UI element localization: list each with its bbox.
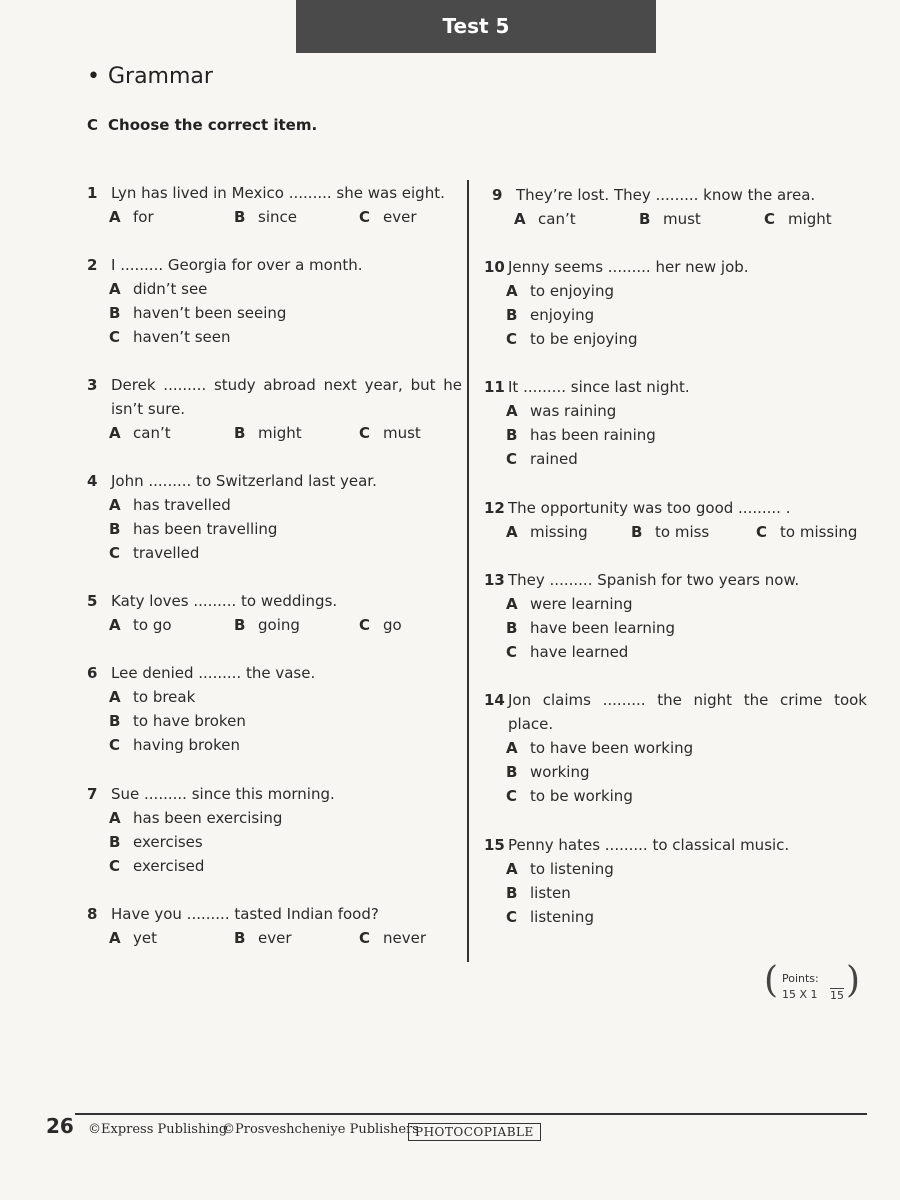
- option-letter: B: [639, 210, 651, 228]
- option-letter: C: [506, 330, 518, 348]
- question-7: [87, 782, 462, 878]
- option-letter: A: [506, 595, 518, 613]
- question-number: 14: [484, 691, 505, 709]
- option-text: to have broken: [133, 712, 246, 730]
- question-number: 3: [87, 376, 98, 394]
- option-a[interactable]: [484, 399, 867, 423]
- option-text: to listening: [530, 860, 614, 878]
- option-text: have learned: [530, 643, 629, 661]
- option-text: was raining: [530, 402, 617, 420]
- option-letter: A: [109, 280, 121, 298]
- publisher-credit-1: ©Express Publishing: [88, 1122, 228, 1137]
- option-letter: A: [506, 860, 518, 878]
- option-c[interactable]: [484, 905, 867, 929]
- option-b[interactable]: [234, 926, 292, 950]
- option-letter: B: [234, 208, 246, 226]
- question-11: [484, 375, 867, 471]
- option-text: to enjoying: [530, 282, 614, 300]
- option-letter: C: [506, 787, 518, 805]
- option-text: didn’t see: [133, 280, 208, 298]
- option-text: for: [133, 208, 154, 226]
- test-title-banner: [296, 0, 656, 53]
- option-a[interactable]: [87, 685, 462, 709]
- option-letter: B: [109, 712, 121, 730]
- option-letter: C: [359, 929, 371, 947]
- option-text: having broken: [133, 736, 240, 754]
- option-letter: C: [756, 523, 768, 541]
- options-row: [492, 207, 867, 231]
- option-letter: B: [234, 929, 246, 947]
- question-number: 9: [492, 186, 503, 204]
- publisher-credit-2: ©Prosveshcheniye Publishers: [222, 1122, 419, 1137]
- option-text: must: [663, 210, 701, 228]
- option-text: has been travelling: [133, 520, 278, 538]
- option-c[interactable]: [484, 327, 867, 351]
- option-a[interactable]: [109, 421, 171, 445]
- option-a[interactable]: [109, 926, 157, 950]
- option-b[interactable]: [234, 613, 300, 637]
- option-b[interactable]: [234, 205, 297, 229]
- question-6: [87, 661, 462, 757]
- option-letter: C: [506, 450, 518, 468]
- question-number: 4: [87, 472, 98, 490]
- question-text: They’re lost. They ......... know the area.: [516, 186, 816, 204]
- option-text: were learning: [530, 595, 633, 613]
- left-bracket: (: [764, 960, 779, 1001]
- option-letter: C: [359, 616, 371, 634]
- option-letter: B: [506, 306, 518, 324]
- question-text: Jon claims ......... the night the crime took: [508, 691, 867, 709]
- question-text: I ......... Georgia for over a month.: [111, 256, 363, 274]
- question-number: 13: [484, 571, 505, 589]
- question-text: isn’t sure.: [111, 400, 186, 418]
- option-c[interactable]: [359, 205, 417, 229]
- option-letter: C: [109, 328, 121, 346]
- option-b[interactable]: [631, 520, 709, 544]
- question-text: Jenny seems ......... her new job.: [508, 258, 749, 276]
- section-heading: [87, 64, 213, 89]
- option-letter: C: [359, 208, 371, 226]
- option-a[interactable]: [484, 279, 867, 303]
- option-letter: B: [109, 520, 121, 538]
- option-letter: A: [109, 424, 121, 442]
- option-b[interactable]: [484, 303, 867, 327]
- option-letter: C: [359, 424, 371, 442]
- question-text: place.: [508, 715, 554, 733]
- option-text: yet: [133, 929, 157, 947]
- options-row: [87, 926, 462, 950]
- option-letter: C: [109, 544, 121, 562]
- options-row: [87, 613, 462, 637]
- option-c[interactable]: [359, 421, 421, 445]
- instruction-text: Choose the correct item.: [108, 116, 318, 134]
- question-text: Lee denied ......... the vase.: [111, 664, 316, 682]
- question-number: 8: [87, 905, 98, 923]
- option-text: has travelled: [133, 496, 231, 514]
- option-letter: A: [506, 282, 518, 300]
- bullet-icon: •: [87, 64, 100, 89]
- option-a[interactable]: [506, 520, 588, 544]
- option-letter: C: [764, 210, 776, 228]
- option-text: might: [788, 210, 832, 228]
- points-total: 15: [830, 989, 844, 1002]
- option-text: have been learning: [530, 619, 676, 637]
- question-number: 11: [484, 378, 505, 396]
- question-number: 15: [484, 836, 505, 854]
- option-c[interactable]: [484, 447, 867, 471]
- question-number: 5: [87, 592, 98, 610]
- option-a[interactable]: [484, 592, 867, 616]
- option-letter: A: [506, 523, 518, 541]
- points-label: Points:: [782, 972, 819, 985]
- option-letter: A: [109, 688, 121, 706]
- question-text: Lyn has lived in Mexico ......... she was eight.: [111, 184, 445, 202]
- option-text: to miss: [655, 523, 710, 541]
- option-text: haven’t been seeing: [133, 304, 287, 322]
- option-b[interactable]: [87, 830, 462, 854]
- column-divider: [467, 180, 469, 962]
- option-letter: B: [506, 619, 518, 637]
- option-text: has been exercising: [133, 809, 283, 827]
- option-text: since: [258, 208, 297, 226]
- option-text: can’t: [538, 210, 576, 228]
- option-c[interactable]: [359, 926, 426, 950]
- question-number: 2: [87, 256, 98, 274]
- footer-rule: [75, 1113, 867, 1115]
- option-letter: C: [109, 857, 121, 875]
- question-3: [87, 373, 462, 445]
- option-text: haven’t seen: [133, 328, 231, 346]
- option-letter: B: [234, 424, 246, 442]
- question-text: Sue ......... since this morning.: [111, 785, 335, 803]
- question-10: [484, 255, 867, 351]
- points-box: [764, 960, 860, 1006]
- option-c[interactable]: [87, 325, 462, 349]
- question-text: Have you ......... tasted Indian food?: [111, 905, 379, 923]
- option-text: enjoying: [530, 306, 595, 324]
- question-1: [87, 181, 462, 229]
- option-letter: A: [506, 739, 518, 757]
- option-letter: B: [506, 426, 518, 444]
- option-b[interactable]: [484, 616, 867, 640]
- option-letter: B: [234, 616, 246, 634]
- question-text: They ......... Spanish for two years now.: [508, 571, 800, 589]
- question-5: [87, 589, 462, 637]
- question-text: Katy loves ......... to weddings.: [111, 592, 338, 610]
- option-text: listen: [530, 884, 571, 902]
- option-text: go: [383, 616, 402, 634]
- option-letter: C: [109, 736, 121, 754]
- option-b[interactable]: [484, 423, 867, 447]
- question-8: [87, 902, 462, 950]
- option-a[interactable]: [87, 277, 462, 301]
- option-letter: B: [631, 523, 643, 541]
- option-c[interactable]: [87, 854, 462, 878]
- question-4: [87, 469, 462, 565]
- option-text: travelled: [133, 544, 200, 562]
- options-row: [87, 421, 462, 445]
- option-text: ever: [258, 929, 292, 947]
- option-a[interactable]: [484, 857, 867, 881]
- question-number: 12: [484, 499, 505, 517]
- option-c[interactable]: [484, 784, 867, 808]
- option-c[interactable]: [359, 613, 402, 637]
- test-title: Test 5: [442, 14, 510, 38]
- question-text: John ......... to Switzerland last year.: [111, 472, 377, 490]
- question-text: It ......... since last night.: [508, 378, 690, 396]
- question-text: Penny hates ......... to classical music.: [508, 836, 790, 854]
- option-letter: A: [109, 616, 121, 634]
- option-text: must: [383, 424, 421, 442]
- exercise-letter: C: [87, 116, 99, 134]
- question-13: [484, 568, 867, 664]
- option-text: ever: [383, 208, 417, 226]
- photocopiable-stamp: PHOTOCOPIABLE: [408, 1123, 541, 1141]
- question-15: [484, 833, 867, 929]
- option-letter: A: [514, 210, 526, 228]
- option-a[interactable]: [109, 205, 154, 229]
- options-row: [484, 520, 867, 544]
- question-9: [492, 183, 867, 231]
- section-title: Grammar: [107, 64, 213, 89]
- option-a[interactable]: [87, 806, 462, 830]
- question-text: Derek ......... study abroad next year, but he: [111, 376, 462, 394]
- question-number: 10: [484, 258, 505, 276]
- option-b[interactable]: [234, 421, 302, 445]
- option-letter: A: [109, 929, 121, 947]
- option-c[interactable]: [484, 640, 867, 664]
- option-text: to have been working: [530, 739, 694, 757]
- option-letter: A: [109, 809, 121, 827]
- option-text: exercises: [133, 833, 203, 851]
- option-text: rained: [530, 450, 578, 468]
- option-a[interactable]: [109, 613, 172, 637]
- question-14: [484, 688, 867, 808]
- question-number: 7: [87, 785, 98, 803]
- option-b[interactable]: [639, 207, 701, 231]
- option-text: to break: [133, 688, 196, 706]
- option-b[interactable]: [87, 709, 462, 733]
- option-letter: B: [506, 763, 518, 781]
- option-a[interactable]: [87, 493, 462, 517]
- option-c[interactable]: [764, 207, 832, 231]
- right-bracket: ): [845, 960, 860, 1001]
- option-text: missing: [530, 523, 588, 541]
- option-text: listening: [530, 908, 594, 926]
- option-text: never: [383, 929, 427, 947]
- option-text: working: [530, 763, 590, 781]
- option-b[interactable]: [484, 760, 867, 784]
- option-c[interactable]: [756, 520, 857, 544]
- option-text: going: [258, 616, 300, 634]
- question-number: 6: [87, 664, 98, 682]
- question-2: [87, 253, 462, 349]
- points-calculation: 15 X 1: [782, 988, 818, 1001]
- option-b[interactable]: [484, 881, 867, 905]
- option-b[interactable]: [87, 301, 462, 325]
- exercise-instruction: [87, 116, 317, 134]
- option-letter: A: [109, 496, 121, 514]
- option-letter: B: [109, 833, 121, 851]
- option-text: to be enjoying: [530, 330, 638, 348]
- page-number: 26: [46, 1114, 74, 1138]
- option-letter: B: [506, 884, 518, 902]
- option-letter: A: [109, 208, 121, 226]
- question-12: [484, 496, 867, 544]
- option-b[interactable]: [87, 517, 462, 541]
- options-row: [87, 205, 462, 229]
- option-text: to go: [133, 616, 172, 634]
- option-text: might: [258, 424, 302, 442]
- question-text: The opportunity was too good ......... .: [508, 499, 791, 517]
- option-text: to missing: [780, 523, 858, 541]
- option-letter: A: [506, 402, 518, 420]
- option-text: can’t: [133, 424, 171, 442]
- option-text: to be working: [530, 787, 633, 805]
- option-text: has been raining: [530, 426, 656, 444]
- option-letter: C: [506, 908, 518, 926]
- option-text: exercised: [133, 857, 205, 875]
- option-c[interactable]: [87, 733, 462, 757]
- question-number: 1: [87, 184, 98, 202]
- option-c[interactable]: [87, 541, 462, 565]
- option-letter: B: [109, 304, 121, 322]
- option-a[interactable]: [484, 736, 867, 760]
- option-a[interactable]: [514, 207, 576, 231]
- option-letter: C: [506, 643, 518, 661]
